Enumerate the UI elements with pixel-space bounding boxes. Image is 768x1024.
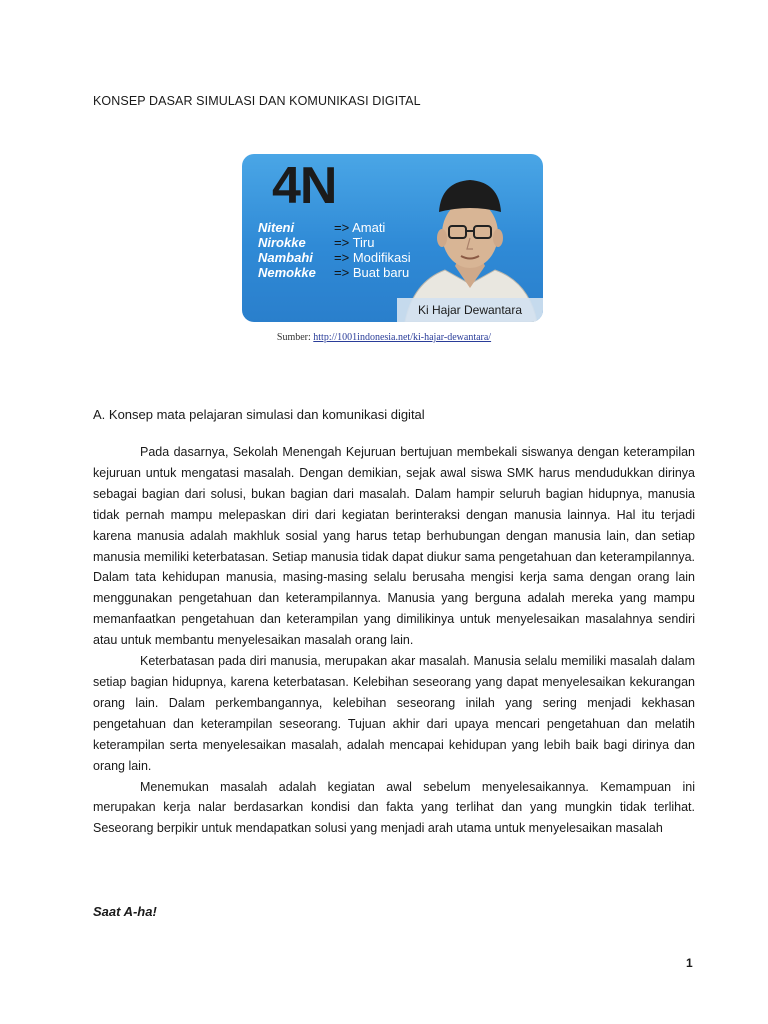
figure-term: Niteni: [258, 220, 295, 235]
figure-meaning: Modifikasi: [352, 250, 411, 265]
figure-arrow: =>: [334, 250, 350, 265]
subheading: Saat A-ha!: [93, 904, 157, 919]
source-label: Sumber:: [276, 332, 311, 343]
section-heading: A. Konsep mata pelajaran simulasi dan komunikasi digital: [93, 407, 425, 422]
figure-row: [258, 265, 411, 280]
figure-big-text: 4N: [272, 157, 337, 215]
figure-4n-image: [242, 154, 543, 322]
page-number: 1: [686, 956, 693, 970]
figure-term-list: [258, 220, 411, 280]
paragraph: Menemukan masalah adalah kegiatan awal sebelum menyelesaikannya. Kemampuan ini merupakan kerja nalar berdasarkan kondisi dan fakta yang terlihat dan yang mungkin tidak terlihat. Seseorang berpikir untuk mendapatkan solusi yang menjadi arah utama untuk menyelesaikan masalah: [93, 779, 695, 836]
figure-caption: Ki Hajar Dewantara: [397, 298, 543, 322]
figure-term: Nirokke: [258, 235, 306, 250]
portrait-illustration: [397, 154, 543, 322]
figure-arrow: =>: [334, 265, 350, 280]
figure-source: [0, 332, 768, 343]
source-link[interactable]: http://1001indonesia.net/ki-hajar-dewantara/: [313, 332, 492, 343]
paragraph: Keterbatasan pada diri manusia, merupakan akar masalah. Manusia selalu memiliki masalah dalam setiap bagian hidupnya, karena keterbatasan. Kelebihan seseorang yang dapat menyelesaikan kekurangan orang lain. Dalam perkembangannya, kelebihan seseorang inilah yang sering menjadi kekhasan pengetahuan dan keterampilan seseorang. Tujuan akhir dari upaya mencari pengetahuan dan melatih keterampilan serta menyelesaikan masalah, adalah mencapai kehidupan yang lebih baik bagi dirinya dan orang lain.: [93, 654, 695, 773]
figure-term: Nemokke: [258, 265, 316, 280]
figure-meaning: Tiru: [352, 235, 375, 250]
figure-term: Nambahi: [258, 250, 313, 265]
body-text: [93, 442, 695, 839]
figure-arrow: =>: [334, 235, 350, 250]
figure-row: [258, 235, 411, 250]
figure-row: [258, 220, 411, 235]
paragraph: Pada dasarnya, Sekolah Menengah Kejuruan bertujuan membekali siswanya dengan keterampilan kejuruan untuk mengatasi masalah. Dengan demikian, sejak awal siswa SMK harus mendudukkan dirinya sebagai bagian dari solusi, bukan bagian dari masalah. Dalam hampir seluruh bagian hidupnya, manusia tidak pernah mampu melepaskan diri dari kegiatan berinteraksi dengan manusia lainnya. Hal itu terjadi karena manusia adalah makhluk sosial yang harus tetap berhubungan dengan manusia lain, dan setiap manusia memiliki keterbatasan. Setiap manusia tidak dapat diukur sama pengetahuan dan keterampilannya. Dalam tata kehidupan manusia, masing-masing selalu berusaha mengisi kerja sama dengan orang lain menggunakan pengetahuan dan keterampilannya. Manusia yang berguna adalah mereka yang mampu memanfaatkan pengetahuan dan keterampilan yang dimilikinya untuk menyelesaikan masalahnya sendiri atau untuk membantu menyelesaikan masalah orang lain.: [93, 445, 695, 648]
document-title: KONSEP DASAR SIMULASI DAN KOMUNIKASI DIGITAL: [93, 94, 421, 108]
figure-row: [258, 250, 411, 265]
figure-arrow: =>: [334, 220, 350, 235]
figure-meaning: Buat baru: [352, 265, 410, 280]
figure-meaning: Amati: [352, 220, 386, 235]
